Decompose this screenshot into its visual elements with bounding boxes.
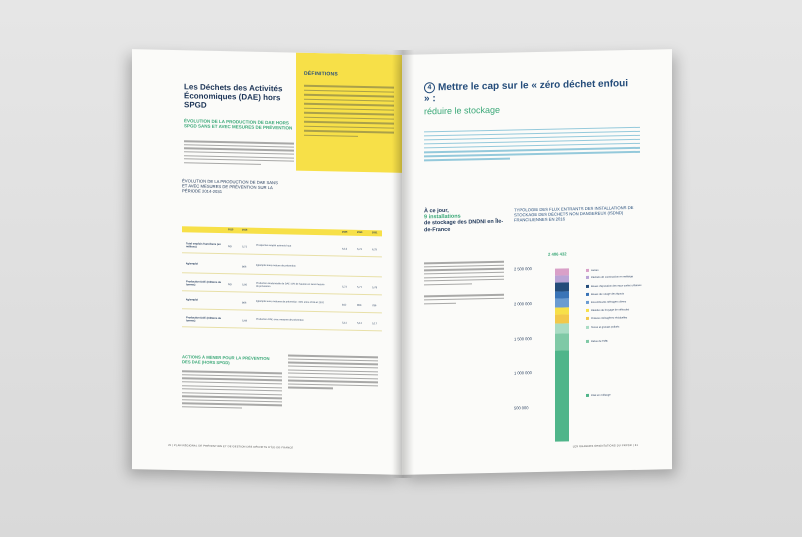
legend-item <box>586 275 633 279</box>
table-title: ÉVOLUTION DE LA PRODUCTION DE DAE SANS ET AVEC MESURES DE PRÉVENTION SUR LA PÉRIODE 2014-2031 <box>182 178 278 195</box>
legend-item <box>586 283 641 287</box>
legend-label: Autres <box>591 269 599 273</box>
y-tick-label: 2 000 000 <box>514 300 532 307</box>
legend-label: Résidus de broyage de véhicules <box>591 308 630 312</box>
left-footer: 20 | PLAN RÉGIONAL DE PRÉVENTION ET DE GESTION DES DÉCHETS D'ÎLE-DE-FRANCE <box>168 443 294 450</box>
legend-label: Ordures ménagères résiduelles <box>591 315 628 320</box>
legend-item <box>586 300 626 304</box>
legend-item <box>586 308 629 312</box>
table-header: 2015 2016 2025 2030 2031 <box>182 226 382 236</box>
legend-swatch <box>586 316 589 319</box>
legend-item <box>586 339 608 343</box>
legend-swatch <box>586 276 589 279</box>
side-heading: À ce jour, 9 installations de stockage des DNDNI en Île-de-France <box>424 207 504 233</box>
book-gutter <box>392 50 414 478</box>
stacked-bar <box>555 268 569 441</box>
definitions-text <box>304 85 394 138</box>
actions-title: ACTIONS À MENER POUR LA PRÉVENTION DES DAE (HORS SPGD) <box>182 354 270 366</box>
definitions-box <box>296 53 402 173</box>
y-tick-label: 1 000 000 <box>514 370 532 376</box>
chart-title: TYPOLOGIE DES FLUX ENTRANTS DES INSTALLATIONS DE STOCKAGE DES DÉCHETS NON DANGEREUX (ISDND) FRANCILIENNES EN 2016 <box>514 204 634 223</box>
legend-swatch <box>586 301 589 304</box>
table-row: kg/emploi 866 kg/emploi sans mesure de prévention <box>182 260 382 277</box>
table-row: kg/emploi 866 kg/emploi avec mesures de prévention -10% entre 2016 et 2031 812 800 786 <box>182 296 382 313</box>
intro-paragraph <box>184 138 294 168</box>
legend-label: Déchets de construction en mélange <box>591 275 634 280</box>
legend-swatch <box>586 285 589 288</box>
legend-label: Encombrants ménagers divers <box>591 300 627 304</box>
legend-item <box>586 325 619 329</box>
legend-swatch <box>586 269 589 272</box>
prevention-table <box>182 228 382 336</box>
bar-segment <box>555 333 569 351</box>
right-subtitle: réduire le stockage <box>424 104 501 117</box>
legend-item <box>586 316 627 320</box>
legend-label: Refus de TMB <box>591 339 608 343</box>
actions-paragraph-2 <box>288 352 378 392</box>
definitions-title: DÉFINITIONS <box>304 70 338 78</box>
actions-paragraph <box>182 368 282 412</box>
legend-swatch <box>586 293 589 296</box>
page-title: Les Déchets des Activités Économiques (DAE) hors SPGD <box>184 82 283 110</box>
right-intro <box>424 124 640 164</box>
table-row: Production DAE (millions de tonnes) 5,69 Production DAE avec mesures de prévention 5,11 5,12 5,17 <box>182 314 382 331</box>
side-paragraph <box>424 259 504 307</box>
left-page <box>132 49 402 475</box>
bar-segment <box>555 323 569 334</box>
legend-swatch <box>586 340 589 343</box>
chart-total-label: 2 486 432 <box>548 251 567 257</box>
table-row: Production DAE (millions de tonnes) ND 5,95 Production tendancielle de DAE 11% de hausse en sans mesure de prévention 5,72 5,77 5,78 <box>182 278 382 295</box>
legend-item <box>586 393 611 397</box>
table-row: Total emplois franciliens (en millions) ND 5,71 Prospective emploi scénario haut 6,14 6,21 6,25 <box>182 240 382 257</box>
y-tick-label: 2 500 000 <box>514 266 532 272</box>
y-tick-label: 1 500 000 <box>514 335 532 342</box>
legend-label: Boues d'épuration des eaux usées urbaines <box>591 283 642 288</box>
legend-label: DAE en mélange <box>591 393 611 397</box>
legend-item <box>586 269 599 272</box>
legend-item <box>586 292 624 296</box>
legend-label: Terres et gravats pollués <box>591 325 620 329</box>
y-tick-label: 500 000 <box>514 405 529 411</box>
bar-segment <box>555 299 569 308</box>
right-title-text: Mettre le cap sur le « zéro déchet enfoui » : <box>424 78 629 105</box>
bar-segment <box>555 315 569 324</box>
legend-swatch <box>586 326 589 329</box>
legend-swatch <box>586 309 589 312</box>
legend-swatch <box>586 394 589 397</box>
right-page <box>402 49 672 475</box>
legend-label: Boues de curage des égouts <box>591 292 625 296</box>
section-number: 4 <box>424 82 435 93</box>
bar-segment <box>555 282 569 292</box>
right-footer: LES GRANDES ORIENTATIONS DU PRPGD | 21 <box>572 443 638 449</box>
section-subhead: ÉVOLUTION DE LA PRODUCTION DE DAE HORS SPGD SANS ET AVEC MESURES DE PRÉVENTION <box>184 118 293 131</box>
right-title <box>424 78 634 105</box>
bar-segment <box>555 351 569 442</box>
